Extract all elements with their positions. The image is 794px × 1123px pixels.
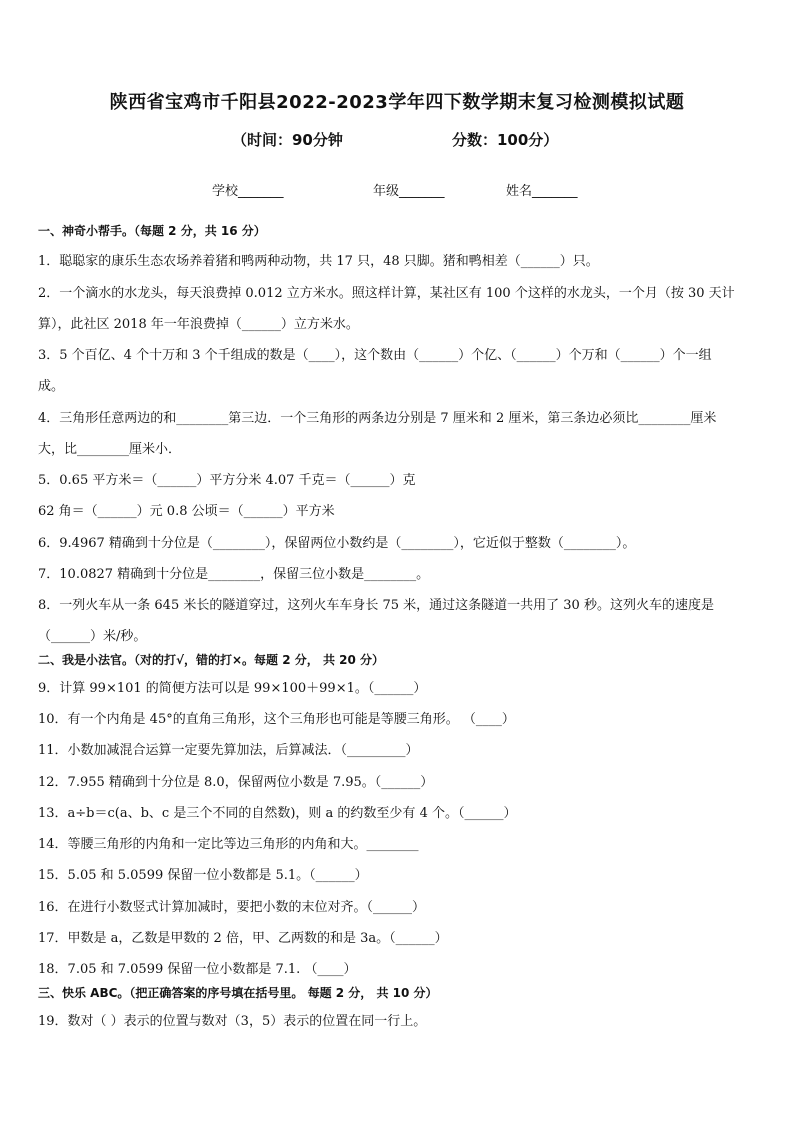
section-heading-2: 二、我是小法官。（对的打√，错的打×。每题 2 分， 共 20 分） [38,653,384,667]
question-10: 10．有一个内角是 45°的直角三角形，这个三角形也可能是等腰三角形。 （____） [38,712,515,727]
question-7: 7．10.0827 精确到十分位是________，保留三位小数是________。 [38,567,430,582]
question-1: 1．聪聪家的康乐生态农场养着猪和鸭两种动物，共 17 只，48 只脚。猪和鸭相差（______）只。 [38,254,599,269]
question-8: 8．一列火车从一条 645 米长的隧道穿过，这列火车车身长 75 米，通过这条隧道一共用了 30 秒。这列火车的速度是 [38,598,714,613]
section-heading-1: 一、神奇小帮手。（每题 2 分，共 16 分） [38,224,266,238]
question-19: 19．数对（ ）表示的位置与数对（3，5）表示的位置在同一行上。 [38,1014,427,1029]
question-3: 3．5 个百亿、4 个十万和 3 个千组成的数是（____），这个数由（______）个亿、（______）个万和（______）个一组 [38,348,712,363]
question-11: 11．小数加减混合运算一定要先算加法，后算减法．（_________） [38,743,419,758]
name-field: 姓名_______ [506,184,578,199]
question-18: 18．7.05 和 7.0599 保留一位小数都是 7.1. （____） [38,962,357,977]
question-6: 6．9.4967 精确到十分位是（________），保留两位小数约是（________），它近似于整数（________）。 [38,536,636,551]
page-title: 陕西省宝鸡市千阳县2022-2023学年四下数学期末复习检测模拟试题 [109,92,685,113]
question-14: 14．等腰三角形的内角和一定比等边三角形的内角和大。________ [38,837,419,852]
question-13: 13．a÷b＝c(a、b、c 是三个不同的自然数)，则 a 的约数至少有 4 个。（______） [38,806,517,821]
question-5: 5．0.65 平方米＝（______）平方分米 4.07 千克＝（______）克 [38,473,416,488]
time-limit: （时间：90分钟 [232,131,343,149]
question-5-cont: 62 角＝（______）元 0.8 公顷＝（______）平方米 [38,504,335,519]
question-8-cont: （______）米/秒。 [38,629,147,644]
question-15: 15．5.05 和 5.0599 保留一位小数都是 5.1。（______） [38,868,368,883]
grade-field: 年级_______ [373,184,445,199]
question-3-cont: 成。 [38,379,65,394]
question-2-cont: 算），此社区 2018 年一年浪费掉（______）立方米水。 [38,317,359,332]
question-2: 2．一个滴水的水龙头，每天浪费掉 0.012 立方米水。照这样计算，某社区有 100 个这样的水龙头，一个月（按 30 天计 [38,286,735,301]
section-heading-3: 三、快乐 ABC。（把正确答案的序号填在括号里。 每题 2 分， 共 10 分） [38,986,438,1000]
school-field: 学校_______ [212,184,284,199]
question-9: 9．计算 99×101 的简便方法可以是 99×100＋99×1。（______） [38,681,427,696]
question-4-cont: 大，比________厘米小． [38,442,182,457]
question-4: 4．三角形任意两边的和________第三边．一个三角形的两条边分别是 7 厘米和 2 厘米，第三条边必须比________厘米 [38,411,717,426]
question-12: 12．7.955 精确到十分位是 8.0，保留两位小数是 7.95。（______） [38,775,434,790]
total-score: 分数：100分） [452,131,559,149]
question-17: 17．甲数是 a，乙数是甲数的 2 倍，甲、乙两数的和是 3a。（______） [38,931,448,946]
question-16: 16．在进行小数竖式计算加减时，要把小数的末位对齐。（______） [38,900,426,915]
